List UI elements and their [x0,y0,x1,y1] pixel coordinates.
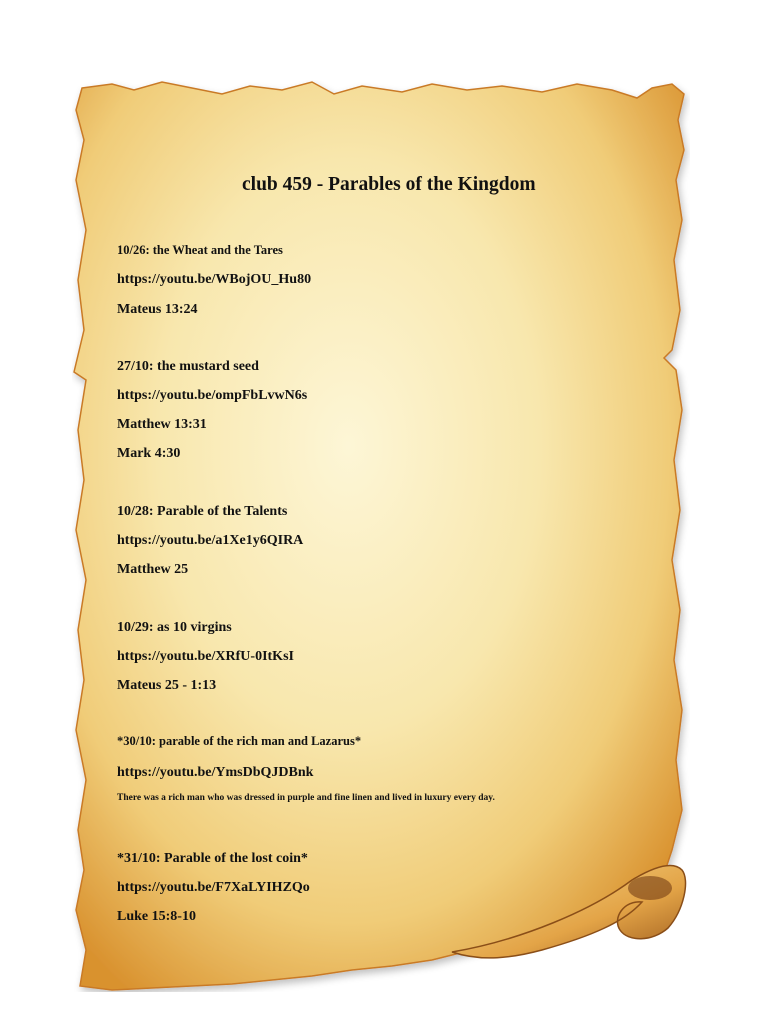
entry-4-link[interactable]: https://youtu.be/XRfU-0ItKsI [117,649,294,664]
entry-4-ref: Mateus 25 - 1:13 [117,678,217,693]
entry-6-ref: Luke 15:8-10 [117,909,196,924]
entry-5-note: There was a rich man who was dressed in purple and fine linen and lived in luxury every day. [117,793,495,803]
entry-1-ref: Mateus 13:24 [117,302,198,317]
entry-2-heading: 27/10: the mustard seed [117,359,259,374]
entry-2-link[interactable]: https://youtu.be/ompFbLvwN6s [117,388,308,403]
entry-3-ref: Matthew 25 [117,562,189,577]
entry-5-heading: *30/10: parable of the rich man and Lazarus* [117,734,362,748]
entry-3-heading: 10/28: Parable of the Talents [117,504,288,519]
entry-2-ref-1: Matthew 13:31 [117,417,207,432]
entry-6-link[interactable]: https://youtu.be/F7XaLYIHZQo [117,880,310,895]
entry-2-ref-2: Mark 4:30 [117,446,181,461]
entry-1-link[interactable]: https://youtu.be/WBojOU_Hu80 [117,272,312,287]
entry-1-heading: 10/26: the Wheat and the Tares [117,243,283,257]
page-title: club 459 - Parables of the Kingdom [242,174,536,195]
entry-6-heading: *31/10: Parable of the lost coin* [117,851,308,866]
entry-5-link[interactable]: https://youtu.be/YmsDbQJDBnk [117,765,314,780]
entry-4-heading: 10/29: as 10 virgins [117,620,232,635]
entry-3-link[interactable]: https://youtu.be/a1Xe1y6QIRA [117,533,304,548]
